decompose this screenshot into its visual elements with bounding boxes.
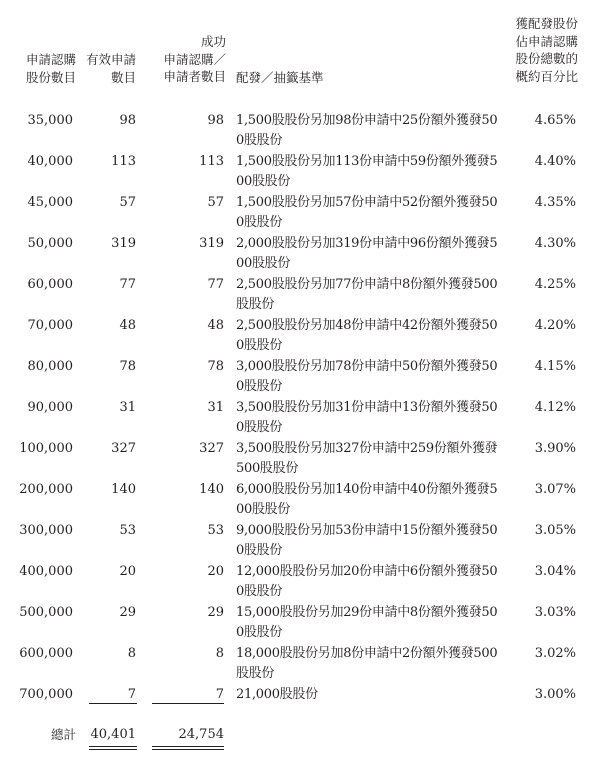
- row-shares-applied: 300,000: [19, 523, 73, 538]
- row-allotment-basis: 3,500股股份另加31份申請中13份額外獲發500股股份: [236, 400, 498, 435]
- row-shares-applied: 100,000: [19, 441, 73, 456]
- row-approx-percentage: 4.40%: [534, 154, 576, 169]
- header-pct-line4: 概約百分比: [515, 68, 578, 84]
- row-approx-percentage: 3.04%: [534, 564, 576, 579]
- row-allotment-basis: 1,500股股份另加57份申請中52份額外獲發500股股份: [236, 195, 498, 230]
- row-allotment-basis: 12,000股股份另加20份申請中6份額外獲發500股股份: [236, 564, 498, 599]
- row-allotment-basis: 15,000股股份另加29份申請中8份額外獲發500股股份: [236, 605, 498, 640]
- row-successful-applicants: 140: [199, 482, 224, 497]
- row-successful-applicants: 48: [207, 318, 224, 333]
- row-approx-percentage: 4.30%: [534, 236, 576, 251]
- header-successful-line3: 申請者數目: [163, 69, 226, 84]
- row-allotment-basis: 2,000股股份另加319份申請中96份額外獲發500股股份: [236, 236, 498, 271]
- row-approx-percentage: 4.65%: [534, 113, 576, 128]
- header-shares-applied-line1: 申請認購: [25, 52, 76, 67]
- row-shares-applied: 60,000: [27, 277, 73, 292]
- row-valid-applications: 53: [119, 523, 136, 538]
- row-valid-applications: 7: [127, 687, 136, 702]
- row-allotment-basis: 6,000股股份另加140份申請中40份額外獲發500股股份: [236, 482, 498, 517]
- row-valid-applications: 8: [127, 646, 136, 661]
- row-valid-applications: 48: [119, 318, 136, 333]
- row-successful-applicants: 7: [215, 687, 224, 702]
- double-rule-valid-bottom: [89, 749, 137, 750]
- double-rule-valid-top: [89, 746, 137, 747]
- row-shares-applied: 35,000: [27, 113, 73, 128]
- row-allotment-basis: 2,500股股份另加77份申請中8份額外獲發500股股份: [236, 277, 498, 312]
- row-valid-applications: 98: [119, 113, 136, 128]
- row-shares-applied: 200,000: [19, 482, 73, 497]
- row-valid-applications: 20: [119, 564, 136, 579]
- row-approx-percentage: 3.00%: [534, 687, 576, 702]
- subtotal-rule-valid: [89, 703, 137, 704]
- row-allotment-basis: 21,000股股份: [236, 687, 318, 702]
- row-shares-applied: 80,000: [27, 359, 73, 374]
- row-valid-applications: 31: [119, 400, 136, 415]
- header-pct-line3: 股份總數的: [515, 51, 578, 66]
- row-successful-applicants: 98: [207, 113, 224, 128]
- row-shares-applied: 600,000: [19, 646, 73, 661]
- row-allotment-basis: 1,500股股份另加113份申請中59份額外獲發500股股份: [236, 154, 498, 189]
- row-successful-applicants: 29: [207, 605, 224, 620]
- row-approx-percentage: 4.35%: [534, 195, 576, 210]
- row-approx-percentage: 3.05%: [534, 523, 576, 538]
- header-successful-line1: 成功: [200, 34, 226, 49]
- subtotal-rule-successful: [152, 703, 224, 704]
- row-shares-applied: 70,000: [27, 318, 73, 333]
- row-allotment-basis: 2,500股股份另加48份申請中42份額外獲發500股股份: [236, 318, 498, 353]
- row-approx-percentage: 4.20%: [534, 318, 576, 333]
- row-shares-applied: 45,000: [27, 195, 73, 210]
- row-valid-applications: 78: [119, 359, 136, 374]
- row-successful-applicants: 113: [199, 154, 224, 169]
- total-valid-applications: 40,401: [90, 727, 136, 742]
- row-shares-applied: 500,000: [19, 605, 73, 620]
- row-successful-applicants: 77: [207, 277, 224, 292]
- double-rule-successful-bottom: [152, 749, 224, 750]
- row-allotment-basis: 18,000股股份另加8份申請中2份額外獲發500股股份: [236, 646, 498, 681]
- double-rule-successful-top: [152, 746, 224, 747]
- row-successful-applicants: 20: [207, 564, 224, 579]
- row-approx-percentage: 3.03%: [534, 605, 576, 620]
- row-approx-percentage: 4.12%: [534, 400, 576, 415]
- header-basis-line1: 配發／抽籤基準: [236, 70, 324, 85]
- row-valid-applications: 29: [119, 605, 136, 620]
- total-label: 總計: [50, 727, 76, 742]
- row-approx-percentage: 3.90%: [534, 441, 576, 456]
- row-approx-percentage: 3.02%: [534, 646, 576, 661]
- row-successful-applicants: 31: [207, 400, 224, 415]
- header-valid-applications-line1: 有效申請: [85, 52, 136, 67]
- row-successful-applicants: 319: [199, 236, 224, 251]
- row-allotment-basis: 1,500股股份另加98份申請中25份額外獲發500股股份: [236, 113, 498, 148]
- row-valid-applications: 77: [119, 277, 136, 292]
- row-valid-applications: 319: [111, 236, 136, 251]
- row-shares-applied: 400,000: [19, 564, 73, 579]
- row-valid-applications: 57: [119, 195, 136, 210]
- row-successful-applicants: 57: [207, 195, 224, 210]
- row-valid-applications: 113: [111, 154, 136, 169]
- row-approx-percentage: 4.15%: [534, 359, 576, 374]
- row-successful-applicants: 78: [207, 359, 224, 374]
- header-valid-applications-line2: 數目: [110, 69, 136, 85]
- header-pct-line1: 獲配發股份: [515, 16, 578, 31]
- row-shares-applied: 50,000: [27, 236, 73, 251]
- row-successful-applicants: 8: [215, 646, 224, 661]
- row-approx-percentage: 3.07%: [534, 482, 576, 497]
- header-shares-applied-line2: 股份數目: [25, 69, 76, 85]
- row-valid-applications: 140: [111, 482, 136, 497]
- header-successful-line2: 申請認購／: [163, 51, 226, 67]
- header-pct-line2: 佔申請認購: [515, 33, 578, 49]
- row-successful-applicants: 53: [207, 523, 224, 538]
- row-shares-applied: 700,000: [19, 687, 73, 702]
- row-successful-applicants: 327: [199, 441, 224, 456]
- row-valid-applications: 327: [111, 441, 136, 456]
- total-successful-applicants: 24,754: [178, 727, 224, 742]
- row-allotment-basis: 3,500股股份另加327份申請中259份額外獲發500股股份: [236, 441, 498, 476]
- row-allotment-basis: 9,000股股份另加53份申請中15份額外獲發500股股份: [236, 523, 498, 558]
- row-shares-applied: 90,000: [27, 400, 73, 415]
- row-allotment-basis: 3,000股股份另加78份申請中50份額外獲發500股股份: [236, 359, 498, 394]
- row-shares-applied: 40,000: [27, 154, 73, 169]
- row-approx-percentage: 4.25%: [534, 277, 576, 292]
